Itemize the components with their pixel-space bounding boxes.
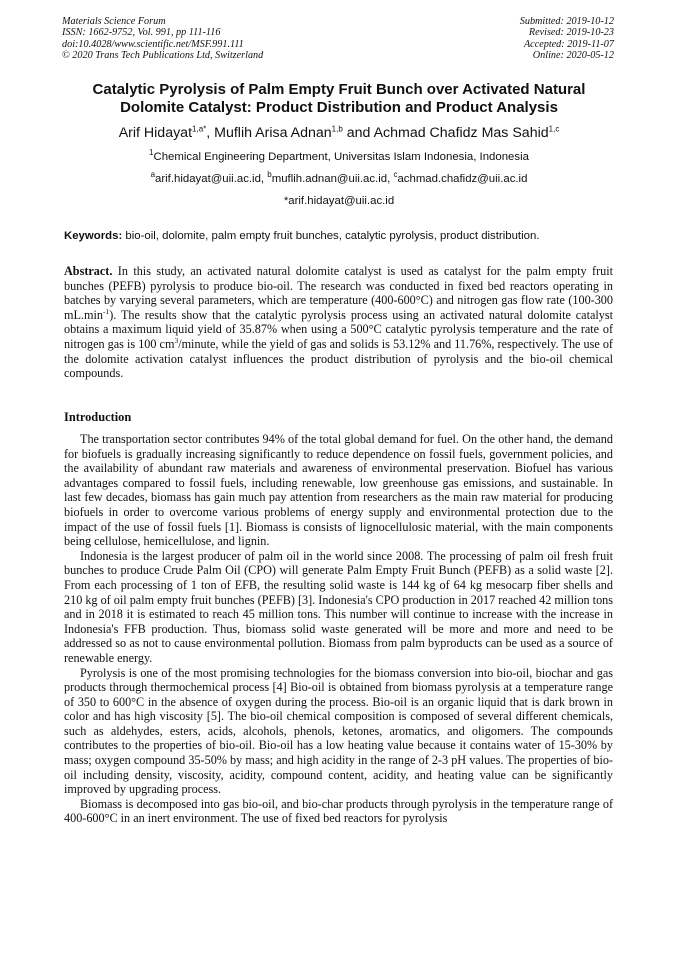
author-separator: and [342,125,374,141]
author-2-affil: 1,b [331,124,343,134]
corresponding-email[interactable]: *arif.hidayat@uii.ac.id [283,195,395,207]
paper-title [40,81,638,117]
author-3: Achmad Chafidz Mas Sahid [373,125,549,141]
paragraph: Biomass is decomposed into gas bio-oil, and bio-char products through pyrolysis in the temperature range of 400-600°C in an inert environment. The use of fixed bed reactors for pyrolysis [64,796,613,826]
journal-name: Materials Science Forum [62,16,166,27]
author-1-affil: 1,a* [192,124,207,134]
title-line-2: Dolomite Catalyst: Product Distribution and Product Analysis [120,99,558,116]
email-a[interactable]: arif.hidayat@uii.ac.id, [155,173,268,185]
journal-header [62,16,263,62]
abstract-text: ). The results show that the catalytic pyrolysis process using an activated natural dolomite catalyst obtains a maximum liquid yield of 35.87% when using a 500°C catalytic pyrolysis temperature and the rate of nitrogen gas is 100 cm [64,307,613,351]
copyright: © 2020 Trans Tech Publications Ltd, Switzerland [62,50,264,62]
paragraph: Indonesia is the largest producer of palm oil in the world since 2008. The processing of palm oil fresh fruit bunches to produce Crude Palm Oil (CPO) will generate Palm Empty Fruit Bunch (PEFB) as a solid waste [2]. From each processing of 1 ton of EFB, the resulting solid waste is 144 kg of 64 kg mesocarp fiber shells and 210 kg of oil palm empty fruit bunches (PEFB) [3]. Indonesia's CPO production in 2017 reached 42 million tons and in 2018 it is estimated to reach 45 million tons. This number will continue to increase with the increase in Indonesia's FFB production. Thus, biomass solid waste generated will be more and more and need to be addressed so as not to cause environmental pollution. Biomass from palm byproducts can be used as a source of renewable energy. [64,548,613,665]
section-heading-introduction: Introduction [64,410,132,424]
paragraph: The transportation sector contributes 94% of the total global demand for fuel. On the other hand, the demand for biofuels is gradually increasing significantly to reduce dependence on fossil fuels, government policies, and the availability of abundant raw materials and awareness of environmental preservation. Biofuel has various advantages compared to fossil fuels, including renewable, low greenhouse gas emissions, and sustainable. In last few decades, biomass has gain much pay attention from researchers as the main raw material for producing biofuels in order to overcome various problems of energy supply and environmental protection due to the impact of the use of fossil fuels [1]. Biomass is consists of lignocellulosic material, with the main components being cellulose, hemicellulose, and lignin. [64,432,613,549]
author-2: Muflih Arisa Adnan [214,125,332,141]
abstract [64,264,613,381]
affiliation-text: Chemical Engineering Department, Universitas Islam Indonesia, Indonesia [153,151,529,163]
abstract-label: Abstract. [64,264,113,278]
dates-header [520,16,614,62]
email-c[interactable]: achmad.chafidz@uii.ac.id [397,173,528,185]
email-b[interactable]: muflih.adnan@uii.ac.id, [271,173,394,185]
abstract-text: In this study, an activated natural dolomite catalyst is used as catalyst for the palm empty fruit bunches (PEFB) pyrolysis to produce bio-oil. The research was conducted in fixed bed reactors operating in batches by varying several parameters, which are temperature (400-600°C) and nitrogen gas flow rate (100-300 mL.min [64,264,613,322]
email-marker-c: c [393,170,398,180]
submitted-date: Submitted: 2019-10-12 [519,16,614,27]
title-line-1: Catalytic Pyrolysis of Palm Empty Fruit Bunch over Activated Natural [92,81,586,98]
abstract-text: /minute, while the yield of gas and solids is 53.12% and 11.76%, respectively. The use of the dolomite activation catalyst influences the product distribution of pyrolysis and the bio-oil chemical compounds. [64,336,613,381]
keywords-label: Keywords: [64,230,123,242]
introduction-body [64,432,613,826]
author-list [30,124,648,142]
author-3-affil: 1,c [548,124,560,134]
paragraph: Pyrolysis is one of the most promising technologies for the biomass conversion into bio-oil, biochar and gas products through thermochemical process [4] Bio-oil is obtained from biomass pyrolysis at a temperature range of 350 to 600°C in the absence of oxygen during the process. Bio-oil is an organic liquid that is dark brown in color and has high viscosity [5]. The bio-oil chemical composition is composed of several different chemicals, such as aldehydes, esters, acids, alcohols, phenols, ketones, aromatics, and oligomers. The compounds contributes to the properties of bio-oil. Bio-oil has a low heating value because it contains water of 15-30% by mass; oxygen compound 35-50% by mass; and high acidity in the range of 2-3 pH values. The properties of bio-oil including density, viscosity, acidity, compound content, acidity, and heating value can be significantly improved by upgrading process. [64,665,613,797]
author-separator: , [206,125,215,141]
author-1: Arif Hidayat [118,125,193,141]
keywords [64,229,624,243]
accepted-date: Accepted: 2019-11-07 [523,38,614,50]
issn: ISSN: 1662-9752, Vol. 991, pp 111-116 [62,27,221,39]
keywords-text: bio-oil, dolomite, palm empty fruit bunches, catalytic pyrolysis, product distribution. [122,230,540,242]
email-marker-b: b [267,170,272,180]
online-date: Online: 2020-05-12 [532,50,614,62]
author-emails [30,172,648,186]
revised-date: Revised: 2019-10-23 [528,27,614,39]
doi: doi:10.4028/www.scientific.net/MSF.991.111 [62,38,244,50]
email-marker-a: a [150,170,156,180]
superscript: 3 [174,335,179,345]
affiliation-marker: 1 [149,148,154,158]
affiliation [30,150,648,164]
superscript: -1 [102,306,110,316]
